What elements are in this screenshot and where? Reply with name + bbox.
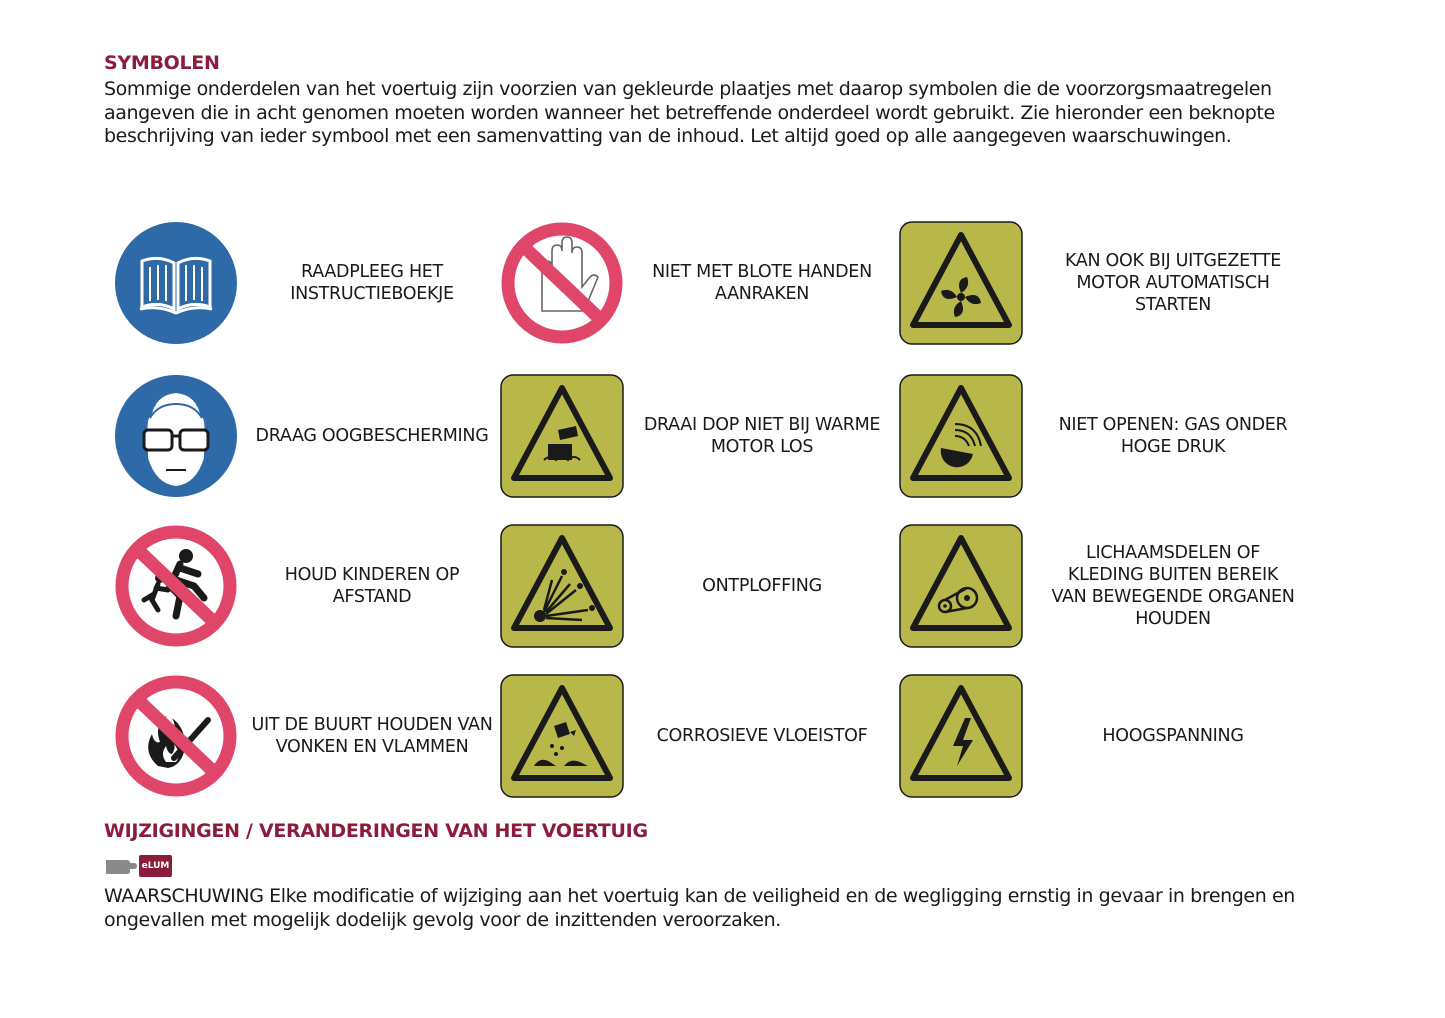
book-icon: [114, 221, 238, 345]
symbol-label-5: DRAAI DOP NIET BIJ WARME MOTOR LOS: [643, 415, 881, 457]
symbol-label-9: LICHAAMSDELEN OF KLEDING BUITEN BEREIK VAN BEWEGENDE ORGANEN HOUDEN: [1051, 543, 1295, 629]
no-touch-hand-icon: [500, 221, 624, 345]
hot-cap-warning-icon: [500, 374, 624, 498]
eye-protection-icon: [114, 374, 238, 498]
symbol-label-10: UIT DE BUURT HOUDEN VAN VONKEN EN VLAMMEN: [251, 715, 493, 757]
symbol-label-4: DRAAG OOGBESCHERMING: [255, 426, 489, 446]
symbol-label-1: RAADPLEEG HET INSTRUCTIEBOEKJE: [290, 262, 454, 304]
section-title-symbolen: SYMBOLEN: [104, 52, 220, 74]
pressure-warning-icon: [899, 374, 1023, 498]
symbol-label-12: HOOGSPANNING: [1102, 726, 1244, 746]
intro-paragraph: Sommige onderdelen van het voertuig zijn voorzien van gekleurde plaatjes met daarop symbolen die de voorzorgsmaatregelen aangeven die in acht genomen moeten worden wanneer het betreffende onderdeel wordt gebruikt. Zie hieronder een beknopte beschrijving van ieder symbool met een samenvatting van de inhoud. Let altijd goed op alle aangegeven waarschuwingen.: [104, 78, 1275, 147]
high-voltage-warning-icon: [899, 674, 1023, 798]
symbol-label-8: ONTPLOFFING: [702, 576, 822, 596]
fan-warning-icon: [899, 221, 1023, 345]
symbol-label-6: NIET OPENEN: GAS ONDER HOGE DRUK: [1058, 415, 1288, 457]
keep-children-away-icon: [114, 524, 238, 648]
symbol-label-3: KAN OOK BIJ UITGEZETTE MOTOR AUTOMATISCH STARTEN: [1064, 251, 1282, 315]
symbol-label-2: NIET MET BLOTE HANDEN AANRAKEN: [652, 262, 872, 304]
symbol-label-7: HOUD KINDEREN OP AFSTAND: [284, 565, 460, 607]
moving-parts-warning-icon: [899, 524, 1023, 648]
corrosive-warning-icon: [500, 674, 624, 798]
no-flames-icon: [114, 674, 238, 798]
explosion-warning-icon: [500, 524, 624, 648]
warning-paragraph: WAARSCHUWING Elke modificatie of wijziging aan het voertuig kan de veiligheid en de wegligging ernstig in gevaar in brengen en ongevallen met mogelijk dodelijk gevolg voor de inzittenden veroorzaken.: [104, 885, 1295, 931]
section-title-wijzigingen: WIJZIGINGEN / VERANDERINGEN VAN HET VOERTUIG: [104, 820, 648, 842]
elum-badge: eLUM: [139, 855, 172, 877]
symbol-label-11: CORROSIEVE VLOEISTOF: [656, 726, 868, 746]
